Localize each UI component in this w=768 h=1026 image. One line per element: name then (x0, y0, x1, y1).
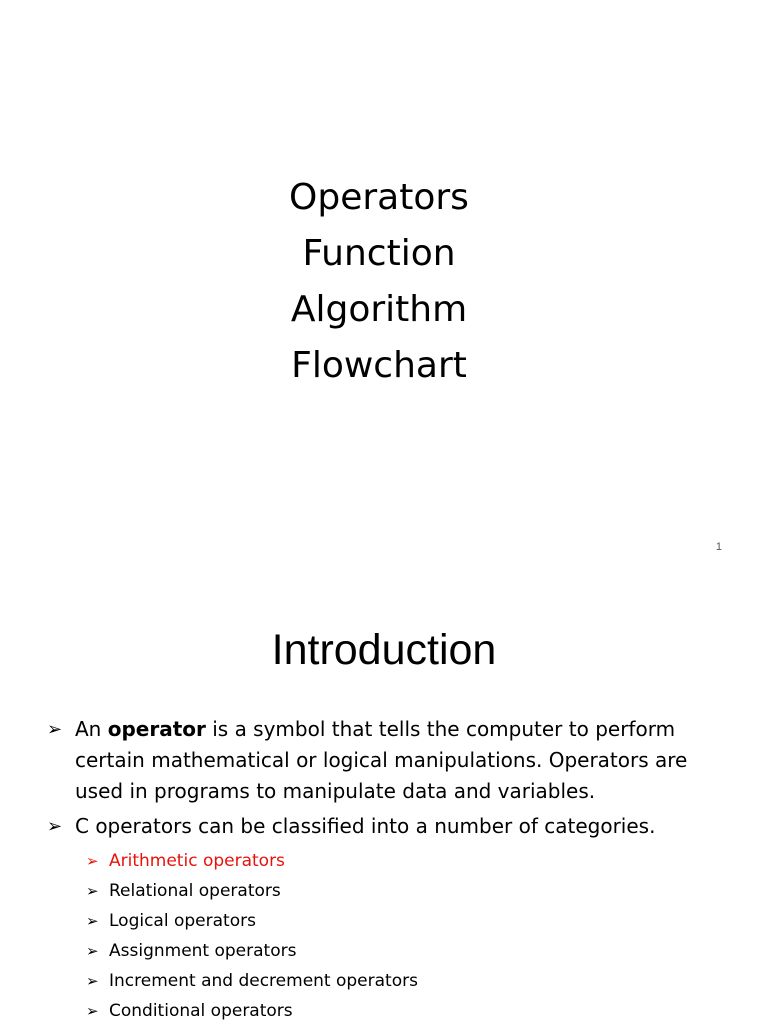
arrow-bullet-icon: ➢ (86, 1002, 99, 1020)
category-label: Increment and decrement operators (109, 971, 418, 991)
arrow-bullet-icon: ➢ (86, 972, 99, 990)
arrow-bullet-icon: ➢ (47, 816, 63, 837)
title-line-flowchart: Flowchart (291, 345, 467, 386)
title-stack (0, 170, 758, 394)
category-label: Assignment operators (109, 941, 297, 961)
category-list (0, 846, 768, 1026)
bullet2-text: C operators can be classified into a number of categories. (75, 814, 656, 838)
category-item-increment-decrement (0, 966, 768, 996)
title-line-operators: Operators (289, 177, 469, 218)
bullet1-suffix: is a symbol that tells the computer to perform certain mathematical or logical manipulations. Operators are used in programs to manipulate data and variables. (75, 717, 688, 803)
page-number: 1 (715, 541, 722, 553)
arrow-bullet-icon: ➢ (86, 912, 99, 930)
bullet1-prefix: An (75, 717, 108, 741)
intro-heading: Introduction (271, 626, 497, 674)
category-item-arithmetic (0, 846, 768, 876)
category-label: Conditional operators (109, 1001, 293, 1021)
arrow-bullet-icon: ➢ (86, 942, 99, 960)
title-line-algorithm: Algorithm (290, 289, 468, 330)
title-line-function: Function (302, 233, 456, 274)
category-label: Relational operators (109, 881, 281, 901)
bullet-categories-intro (0, 811, 768, 842)
categories-container (0, 846, 768, 1026)
category-item-relational (0, 876, 768, 906)
arrow-bullet-icon: ➢ (47, 719, 63, 740)
category-item-conditional (0, 996, 768, 1026)
category-item-logical (0, 906, 768, 936)
category-label: Arithmetic operators (109, 851, 285, 871)
arrow-bullet-icon: ➢ (86, 852, 99, 870)
bullet1-bold-term: operator (107, 717, 206, 741)
category-item-assignment (0, 936, 768, 966)
arrow-bullet-icon: ➢ (86, 882, 99, 900)
bullet-operator-definition (0, 714, 768, 807)
category-label: Logical operators (109, 911, 256, 931)
bullet-list (0, 714, 768, 1026)
